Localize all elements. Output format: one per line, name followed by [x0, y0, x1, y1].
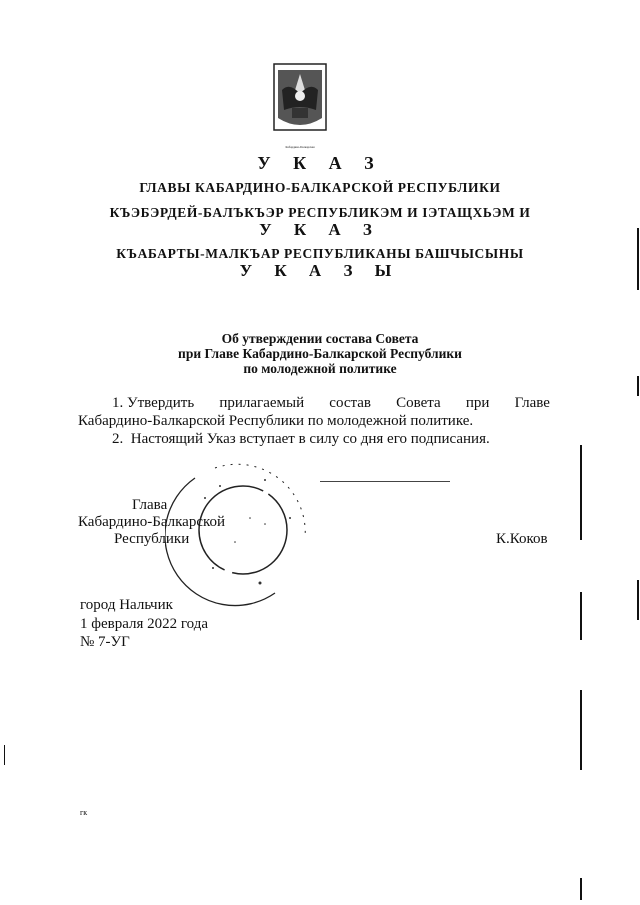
coat-of-arms-emblem [272, 60, 328, 149]
scan-edge-mark [580, 878, 582, 900]
ukaz-heading-kab: У К А З [259, 220, 381, 239]
word: прилагаемый [219, 395, 305, 411]
ukaz-heading-bal: У К А З Ы [239, 261, 401, 280]
header-line-kab: КЪЭБЭРДЕЙ-БАЛЪКЪЭР РЕСПУБЛИКЭМ И ІЭТАЩХЬЭМ И [109, 205, 531, 220]
signature-position-line-2: Кабардино-Балкарской [78, 514, 226, 530]
word: 1. Утвердить [112, 395, 195, 411]
scan-edge-mark [580, 690, 582, 770]
header-line-bal: КЪАБАРТЫ-МАЛКЪАР РЕСПУБЛИКАНЫ БАШЧЫСЫНЫ [116, 246, 524, 261]
word: состав [329, 395, 371, 411]
title-line: Об утверждении состава Совета [221, 331, 419, 346]
paragraph-1-line-2: Кабардино-Балкарской Республики по молодежной политике. [78, 413, 474, 429]
signature-line [320, 481, 450, 482]
word: Главе [514, 395, 550, 411]
scan-edge-mark [637, 376, 639, 396]
city: город Нальчик [80, 597, 173, 613]
decree-number: № 7-УГ [80, 634, 130, 650]
scan-edge-mark [637, 228, 639, 290]
signature-position-line-3: Республики [114, 531, 190, 547]
header-line-ru: ГЛАВЫ КАБАРДИНО-БАЛКАРСКОЙ РЕСПУБЛИКИ [139, 180, 501, 195]
signature-position-line-1: Глава [132, 497, 168, 513]
ukaz-heading-ru: У К А З [257, 153, 383, 173]
scan-edge-mark [637, 580, 639, 620]
paragraph-2: 2. Настоящий Указ вступает в силу со дня его подписания. [112, 431, 490, 447]
emblem-caption: Кабардино-Балкарская [285, 145, 315, 149]
scan-edge-mark [4, 745, 5, 765]
title-line: по молодежной политике [243, 361, 397, 376]
signatory-name: К.Коков [496, 531, 548, 547]
scan-edge-mark [580, 592, 582, 640]
decree-title [0, 331, 640, 376]
initials: гк [80, 808, 88, 817]
word: Совета [396, 395, 441, 411]
decree-date: 1 февраля 2022 года [80, 616, 209, 632]
paragraph-1-line-1 [112, 395, 550, 412]
word: при [465, 395, 490, 411]
scan-edge-mark [580, 445, 582, 540]
title-line: при Главе Кабардино-Балкарской Республики [178, 346, 462, 361]
